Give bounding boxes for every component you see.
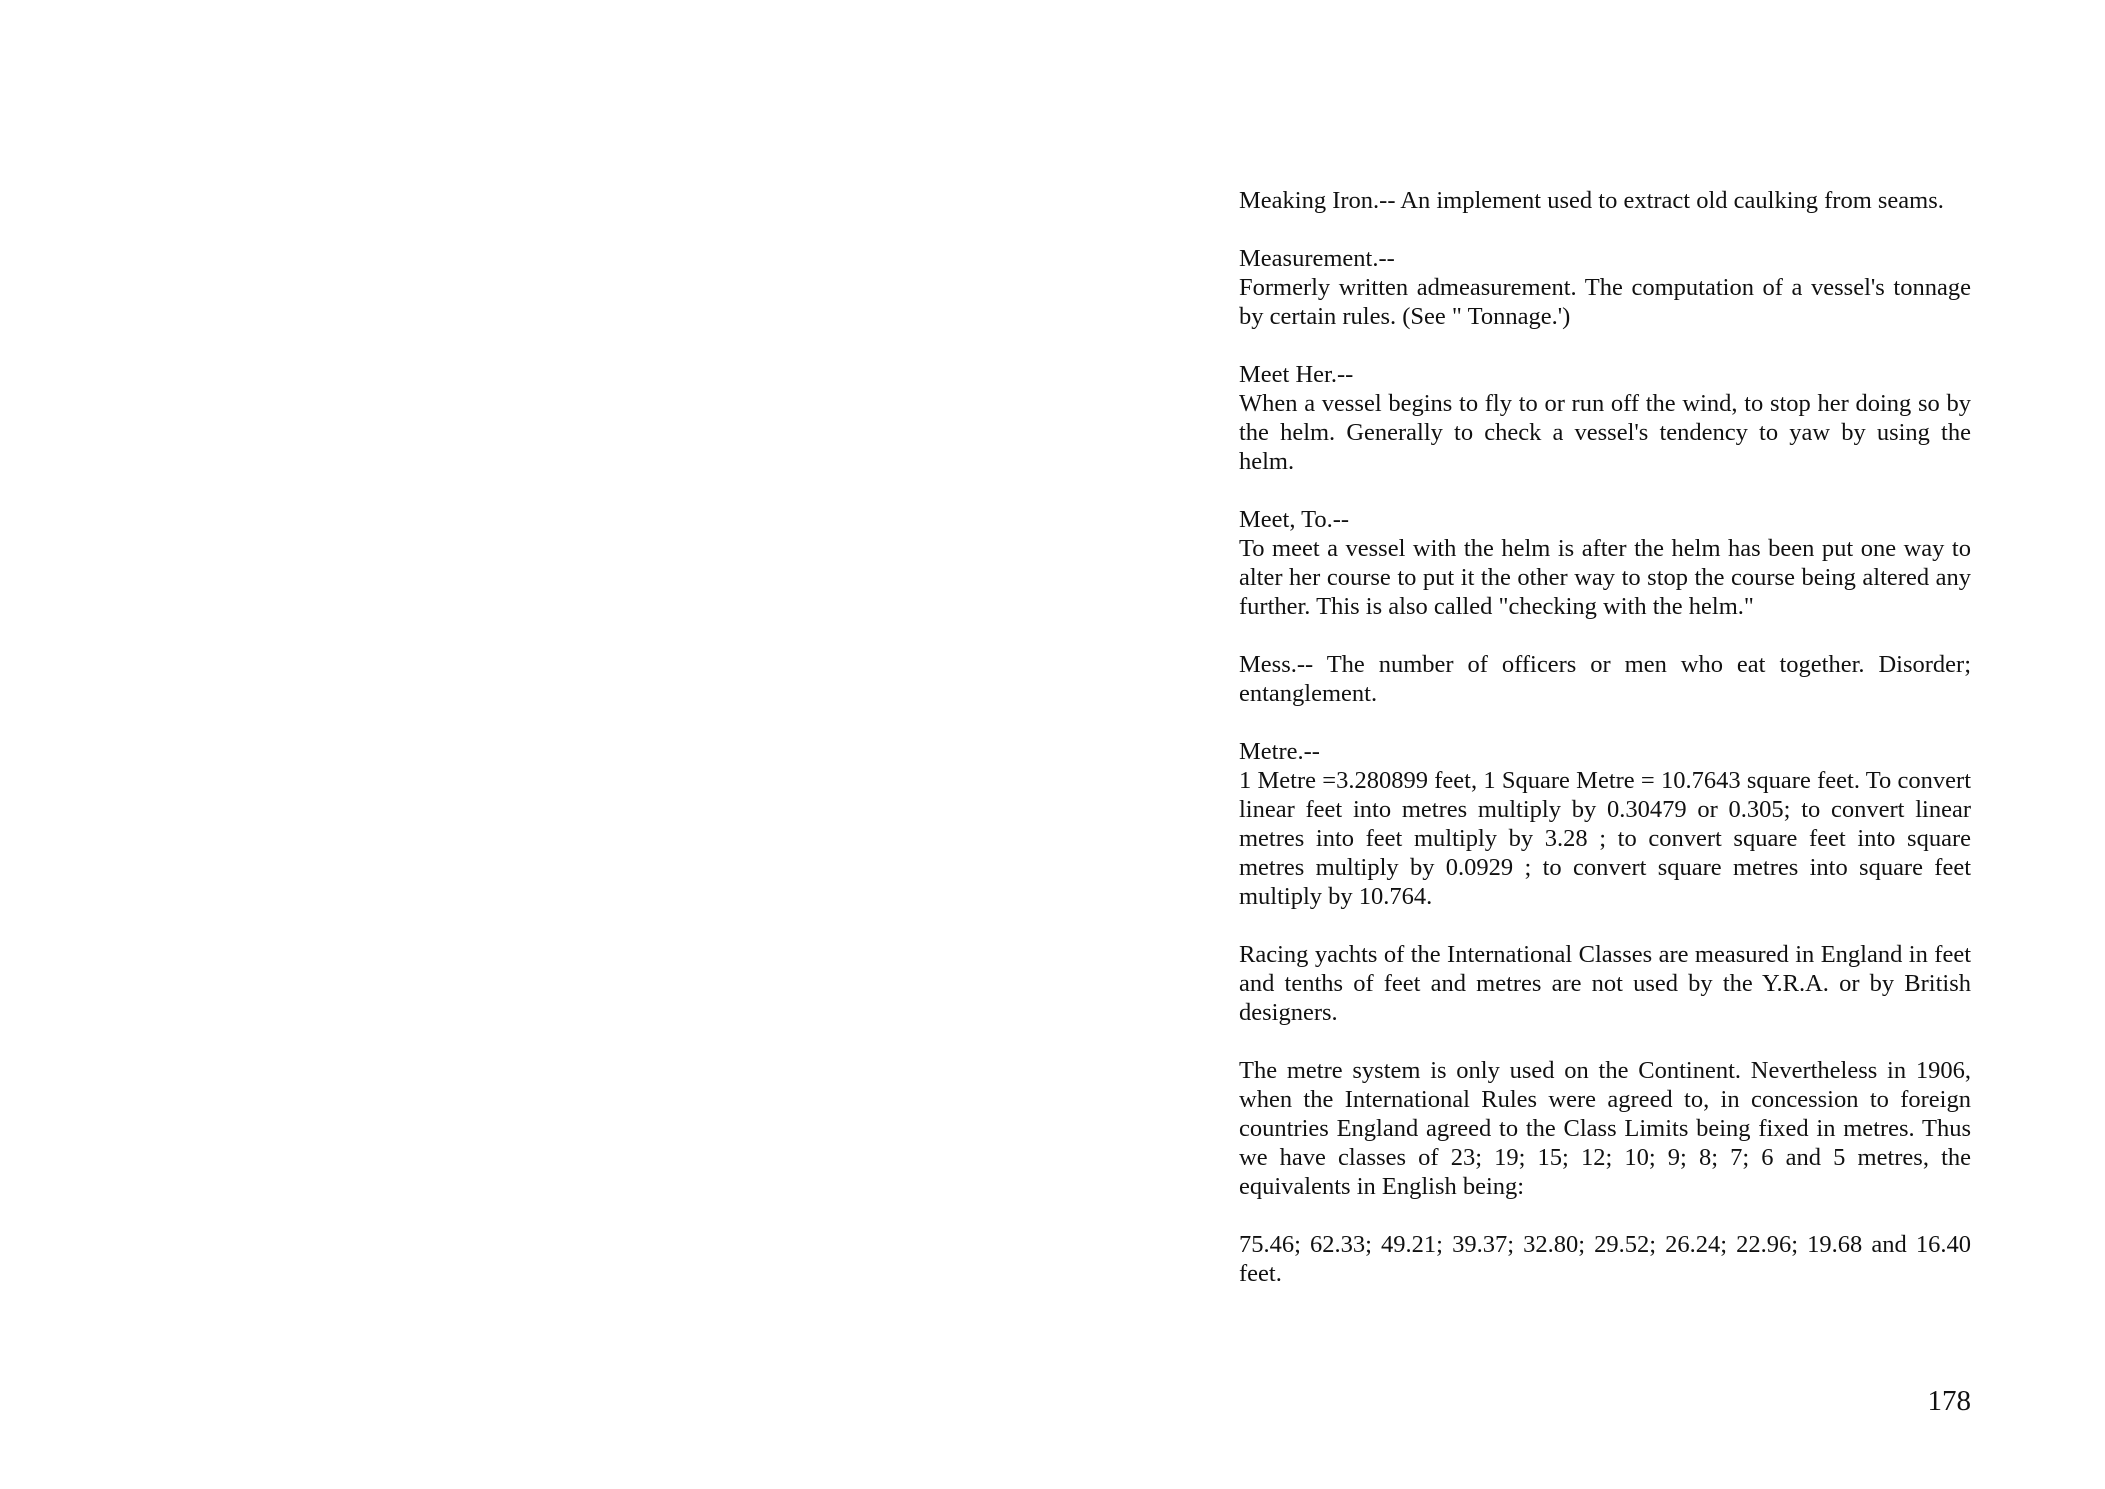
paragraph-metre-system: [1239, 1056, 1971, 1201]
paragraph-racing-yachts: [1239, 940, 1971, 1027]
entry-metre: [1239, 737, 1971, 911]
entry-paragraph: [1239, 650, 1971, 708]
entry-meet-her: [1239, 360, 1971, 476]
entry-mess: [1239, 650, 1971, 708]
entry-definition: When a vessel begins to fly to or run off the wind, to stop her doing so by the helm. Generally to check a vessel's tendency to yaw by using the helm.: [1239, 390, 1971, 475]
body-paragraph: 75.46; 62.33; 49.21; 39.37; 32.80; 29.52; 26.24; 22.96; 19.68 and 16.40 feet.: [1239, 1231, 1971, 1287]
entry-term: Mess.--: [1239, 651, 1314, 678]
entry-term: Meet Her.--: [1239, 361, 1354, 388]
entry-definition: An implement used to extract old caulking from seams.: [1395, 187, 1944, 214]
paragraph-equivalents: [1239, 1230, 1971, 1288]
entry-term: Meet, To.--: [1239, 506, 1350, 533]
glossary-column: [1239, 186, 1971, 1317]
entry-term: Measurement.--: [1239, 245, 1395, 272]
entry-definition: To meet a vessel with the helm is after the helm has been put one way to alter her course to put it the other way to stop the course being altered any further. This is also called "checking with the helm.": [1239, 535, 1971, 620]
entry-definition: The number of officers or men who eat together. Disorder; entanglement.: [1239, 651, 1971, 707]
body-paragraph: The metre system is only used on the Continent. Nevertheless in 1906, when the International Rules were agreed to, in concession to foreign countries England agreed to the Class Limits being fixed in metres. Thus we have classes of 23; 19; 15; 12; 10; 9; 8; 7; 6 and 5 metres, the equivalents in English being:: [1239, 1057, 1971, 1200]
entry-term: Meaking Iron.--: [1239, 187, 1396, 214]
body-paragraph: Racing yachts of the International Classes are measured in England in feet and tenths of feet and metres are not used by the Y.R.A. or by British designers.: [1239, 941, 1971, 1026]
entry-meaking-iron: [1239, 186, 1971, 215]
entry-definition: 1 Metre =3.280899 feet, 1 Square Metre = 10.7643 square feet. To convert linear feet into metres multiply by 0.30479 or 0.305; to convert linear metres into feet multiply by 3.28 ; to convert square feet into square metres multiply by 0.0929 ; to convert square metres into square feet multiply by 10.764.: [1239, 767, 1971, 910]
entry-definition: Formerly written admeasurement. The computation of a vessel's tonnage by certain rules. (See " Tonnage.'): [1239, 274, 1971, 330]
entry-meet-to: [1239, 505, 1971, 621]
entry-term: Metre.--: [1239, 738, 1320, 765]
page-number: 178: [1927, 1385, 1971, 1417]
entry-measurement: [1239, 244, 1971, 331]
